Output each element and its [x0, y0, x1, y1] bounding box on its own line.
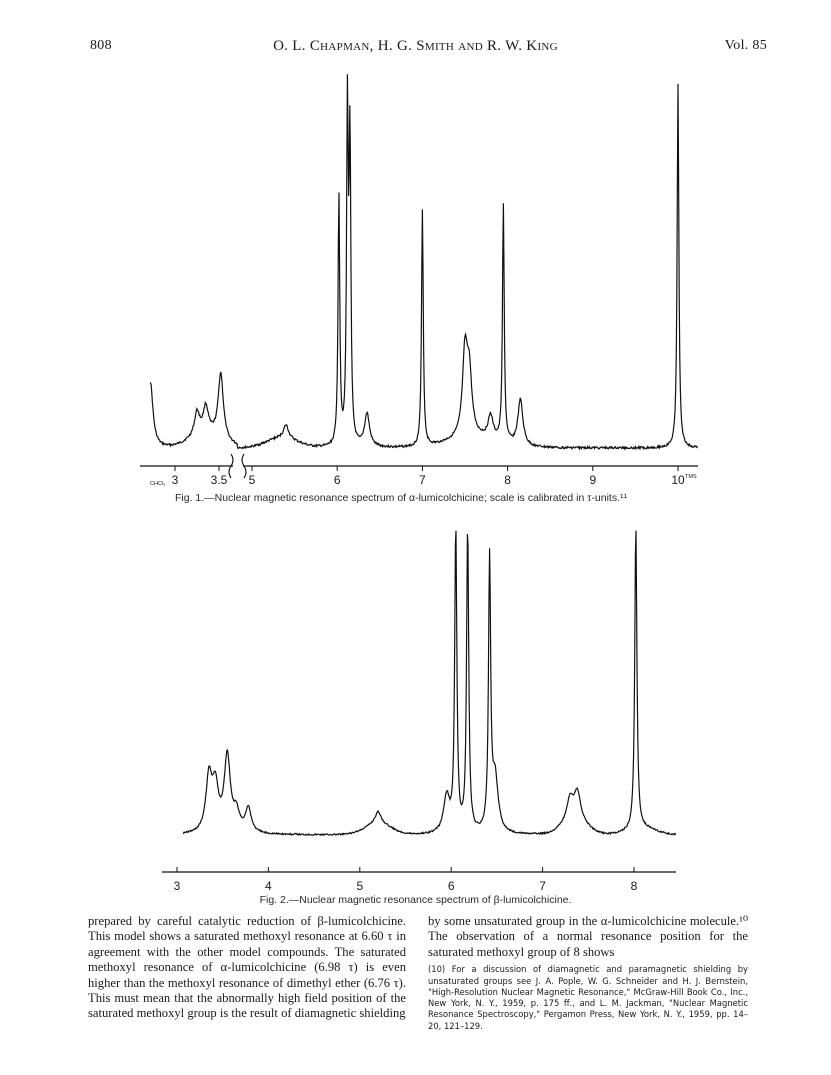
body-text-right-paragraph: by some unsaturated group in the α-lumicolchicine molecule.¹⁰ The observation of a normal resonance position for the saturated methoxyl group of 8 shows — [428, 914, 748, 959]
figure-1-tick-label: 7 — [419, 473, 426, 487]
body-text-left-column: prepared by careful catalytic reduction of β-lumicolchicine. This model shows a saturated methoxyl resonance at 6.60 τ in agreement with the other model compounds. The saturated methoxyl resonance of α-lumicolchicine (6.98 τ) is even higher than the methoxyl resonance of dimethyl ether (6.76 τ). This must mean that the abnormally high field position of the saturated methoxyl group is the result of diamagnetic shielding — [88, 914, 406, 1021]
figure-2-spectrum — [162, 531, 676, 893]
figure-1-tick-label: 3.5 — [210, 473, 228, 487]
figure-2-ticks — [174, 867, 638, 893]
figure-1-tick-label: 8 — [504, 473, 511, 487]
figure-1-tick-label: 6 — [333, 473, 341, 487]
figure-2-tick-label: 6 — [447, 879, 455, 893]
figure-1-axis-label-right: TMS — [685, 474, 697, 480]
figure-2-tick-label: 7 — [539, 879, 546, 893]
figure-1-tick-label: 9 — [589, 473, 597, 487]
figure-1-spectrum — [140, 74, 698, 487]
figure-1-ticks — [172, 466, 685, 487]
figure-2-tick-label: 3 — [173, 879, 181, 893]
figure-2-spectrum-trace — [183, 531, 676, 836]
figure-1-caption: Fig. 1.—Nuclear magnetic resonance spectrum of α-lumicolchicine; scale is calibrated in τ-units.¹¹ — [175, 492, 627, 504]
figure-1-axis-break — [229, 454, 246, 478]
figure-2-tick-label: 8 — [630, 879, 638, 893]
page-number: 808 — [90, 38, 112, 53]
figure-2-caption: Fig. 2.—Nuclear magnetic resonance spectrum of β-lumicolchicine. — [259, 894, 572, 906]
figure-2-tick-label: 4 — [265, 879, 272, 893]
journal-volume: Vol. 85 — [724, 38, 767, 53]
running-head-authors: O. L. Chapman, H. G. Smith and R. W. King — [273, 38, 558, 54]
footnote-10: (10) For a discussion of diamagnetic and paramagnetic shielding by unsaturated groups see J. A. Pople, W. G. Schneider and H. J. Bernstein, "High-Resolution Nuclear Magnetic Resonance," McGraw-Hill Book Co., Inc., New York, N. Y., 1959, p. 175 ff., and L. M. Jackman, "Nuclear Magnetic Resonance Spectroscopy," Pergamon Press, New York, N. Y., 1959, pp. 14–20, 121–129. — [428, 964, 748, 1031]
body-text-right-column — [428, 914, 748, 1032]
figure-1-tick-label: 10 — [671, 473, 685, 487]
figure-1-axis-label-left: CHCl₃ — [150, 481, 166, 487]
figure-1-tick-label: 5 — [248, 473, 256, 487]
figure-2-tick-label: 5 — [356, 879, 364, 893]
figure-1-spectrum-trace — [150, 74, 698, 449]
figure-1-tick-label: 3 — [171, 473, 179, 487]
